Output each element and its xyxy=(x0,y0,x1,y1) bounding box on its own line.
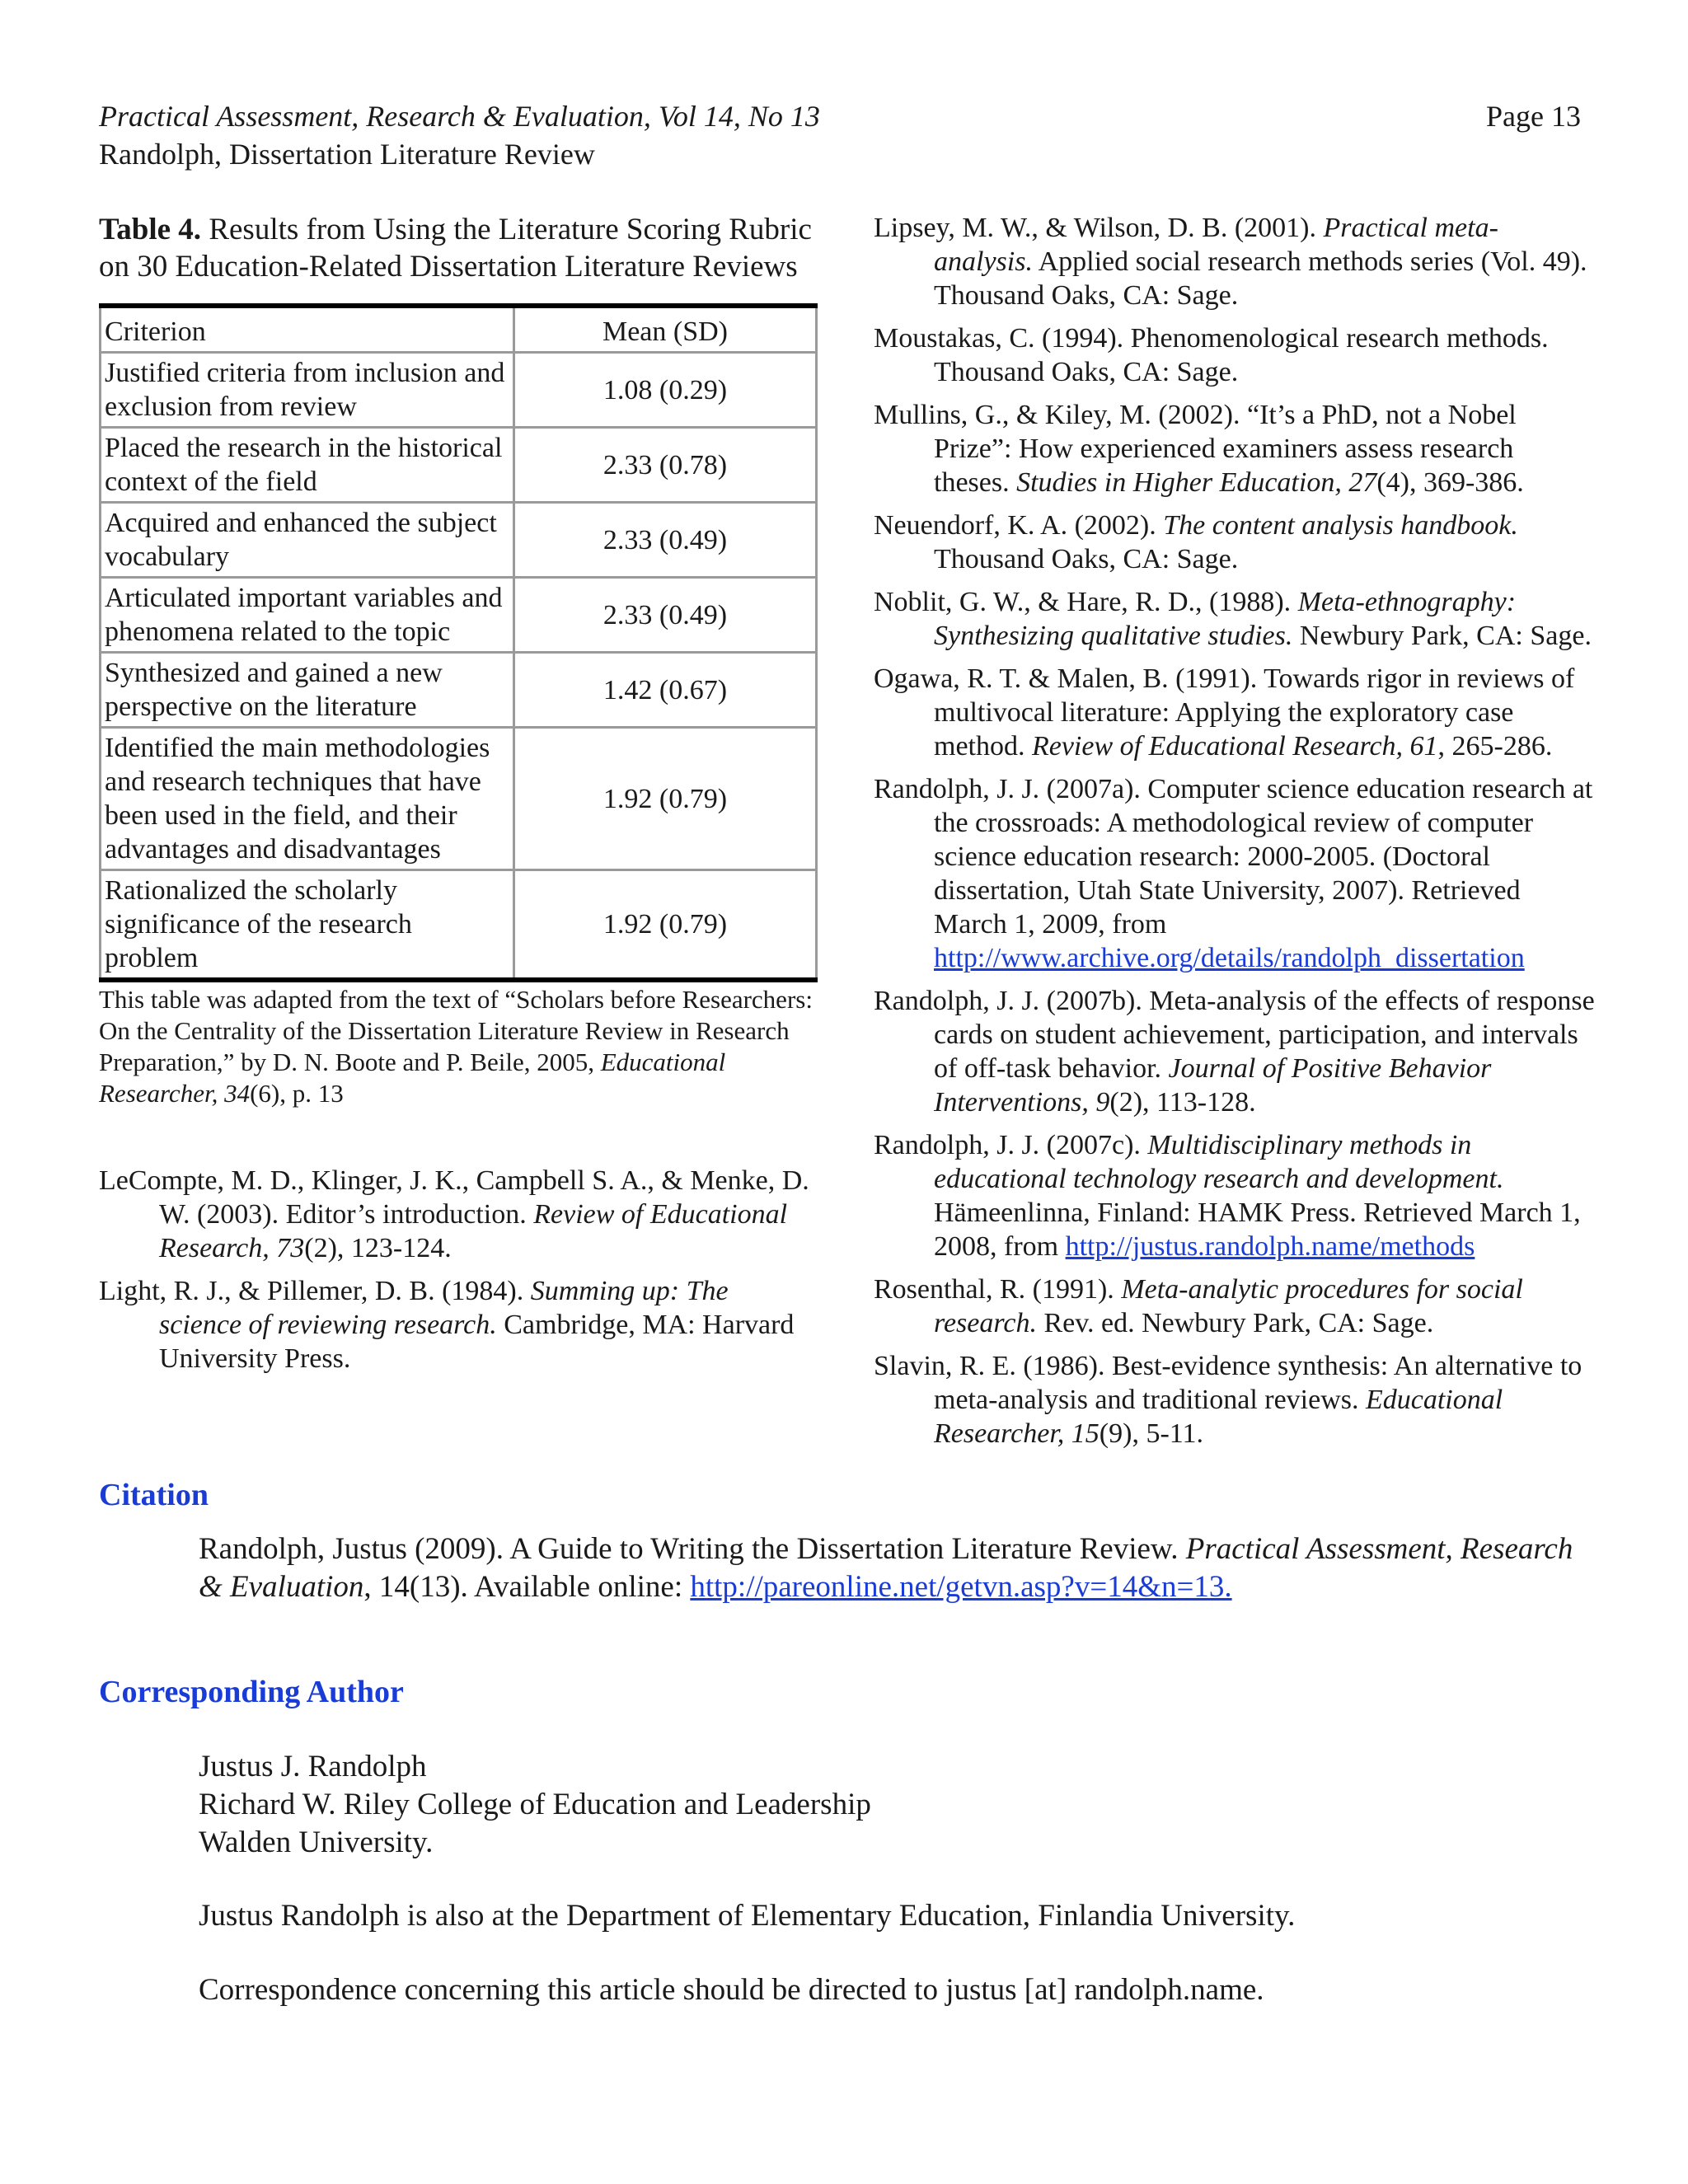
table-caption-text: Results from Using the Literature Scoring Rubric on 30 Education-Related Dissertation Literature Reviews xyxy=(99,213,812,284)
journal-title: Practical Assessment, Research & Evaluation, Vol 14, No 13 xyxy=(99,100,820,133)
ref-italic: Meta-ethnography: Synthesizing qualitative studies. xyxy=(934,587,1517,651)
dissertation-link[interactable]: http://www.archive.org/details/randolph_dissertation xyxy=(934,943,1525,973)
ref-text: Noblit, G. W., & Hare, R. D., (1988). xyxy=(874,587,1298,617)
citation-link[interactable]: http://pareonline.net/getvn.asp?v=14&n=13. xyxy=(690,1570,1232,1604)
ref-italic: Summing up: The science of reviewing research. xyxy=(159,1276,729,1340)
criterion-cell: Justified criteria from inclusion and exclusion from review xyxy=(101,353,514,428)
ref-italic: Journal of Positive Behavior Interventions, 9 xyxy=(934,1053,1492,1118)
mean-sd-cell: 1.08 (0.29) xyxy=(514,353,817,428)
ref-tail: (9), 5-11. xyxy=(1099,1418,1204,1449)
right-reference-list xyxy=(874,211,1595,1460)
left-column xyxy=(99,211,818,1385)
ref-text: Mullins, G., & Kiley, M. (2002). “It’s a PhD, not a Nobel Prize”: How experienced examiners assess research theses. xyxy=(874,400,1517,498)
mean-sd-cell: 2.33 (0.78) xyxy=(514,428,817,503)
ref-tail: Applied social research methods series (Vol. 49). Thousand Oaks, CA: Sage. xyxy=(934,246,1587,311)
reference-entry xyxy=(874,1128,1595,1263)
running-header xyxy=(99,97,820,173)
criterion-cell: Synthesized and gained a new perspective on the literature xyxy=(101,653,514,728)
table-row xyxy=(101,728,817,870)
ref-text: Rosenthal, R. (1991). xyxy=(874,1274,1122,1305)
table-row xyxy=(101,653,817,728)
ref-text: Slavin, R. E. (1986). Best-evidence synthesis: An alternative to meta-analysis and traditional reviews. xyxy=(874,1351,1582,1415)
criterion-cell: Identified the main methodologies and research techniques that have been used in the field, and their advantages and disadvantages xyxy=(101,728,514,870)
citation-text xyxy=(199,1530,1592,1606)
author-university: Walden University. xyxy=(199,1825,434,1859)
criterion-cell: Rationalized the scholarly significance of the research problem xyxy=(101,870,514,981)
reference-entry xyxy=(874,585,1595,653)
author-address xyxy=(199,1748,1592,1862)
ref-italic: Review of Educational Research, 73 xyxy=(159,1199,788,1263)
ref-tail: , 265-286. xyxy=(1437,731,1553,762)
table-row xyxy=(101,870,817,981)
mean-sd-cell: 2.33 (0.49) xyxy=(514,578,817,653)
table-caption xyxy=(99,211,818,285)
ref-tail: (2), 113-128. xyxy=(1109,1087,1256,1118)
mean-sd-cell: 1.92 (0.79) xyxy=(514,870,817,981)
ref-text: Lipsey, M. W., & Wilson, D. B. (2001). xyxy=(874,213,1324,243)
ref-text: Neuendorf, K. A. (2002). xyxy=(874,510,1164,541)
ref-italic: Review of Educational Research, 61 xyxy=(1031,731,1438,762)
ref-tail: Hämeenlinna, Finland: HAMK Press. Retrieved March 1, 2008, from xyxy=(934,1197,1581,1262)
table-header-row xyxy=(101,306,817,353)
ref-tail: Cambridge, MA: Harvard University Press. xyxy=(159,1310,795,1374)
mean-sd-cell: 1.92 (0.79) xyxy=(514,728,817,870)
table-note-text: This table was adapted from the text of “Scholars before Researchers: On the Centrality of the Dissertation Literature Review in Research Preparation,” by D. N. Boote and P. Beile, 2005, xyxy=(99,985,813,1076)
table-row xyxy=(101,503,817,578)
author-name: Justus J. Randolph xyxy=(199,1750,427,1783)
criterion-header: Criterion xyxy=(101,306,514,353)
ref-text: Randolph, J. J. (2007b). Meta-analysis of the effects of response cards on student achievement, participation, and intervals of off-task behavior. xyxy=(874,986,1595,1084)
reference-entry xyxy=(874,662,1595,763)
ref-italic: Meta-analytic procedures for social research. xyxy=(934,1274,1523,1338)
citation-volume: , 14(13). Available online: xyxy=(363,1570,691,1604)
criterion-cell: Placed the research in the historical context of the field xyxy=(101,428,514,503)
reference-entry xyxy=(874,211,1595,312)
table-label: Table 4. xyxy=(99,213,202,246)
ref-text: Randolph, J. J. (2007a). Computer science education research at the crossroads: A methodological review of computer science education research: 2000-2005. (Doctoral dissertation, Utah State University, 2007). Retrieved March 1, 2009, from xyxy=(874,774,1593,940)
citation-heading: Citation xyxy=(99,1478,209,1512)
reference-entry xyxy=(99,1164,818,1265)
mean-sd-cell: 1.42 (0.67) xyxy=(514,653,817,728)
criterion-cell: Articulated important variables and phenomena related to the topic xyxy=(101,578,514,653)
ref-text: Randolph, J. J. (2007c). xyxy=(874,1130,1148,1160)
author-affiliation-note: Justus Randolph is also at the Department of Elementary Education, Finlandia University. xyxy=(199,1899,1296,1933)
running-title: Randolph, Dissertation Literature Review xyxy=(99,138,595,171)
ref-italic: Studies in Higher Education, 27 xyxy=(1016,467,1377,498)
methods-link[interactable]: http://justus.randolph.name/methods xyxy=(1065,1231,1475,1262)
citation-body: Randolph, Justus (2009). A Guide to Writing the Dissertation Literature Review. xyxy=(199,1532,1186,1566)
table-note xyxy=(99,984,818,1109)
reference-entry xyxy=(874,509,1595,576)
ref-text: Ogawa, R. T. & Malen, B. (1991). Towards rigor in reviews of multivocal literature: Applying the exploratory case method. xyxy=(874,663,1575,762)
ref-italic: Educational Researcher, 15 xyxy=(934,1385,1503,1449)
ref-text: Light, R. J., & Pillemer, D. B. (1984). xyxy=(99,1276,531,1306)
correspondence-note: Correspondence concerning this article should be directed to justus [at] randolph.name. xyxy=(199,1973,1264,2007)
page-number: Page 13 xyxy=(1486,100,1581,133)
table-row xyxy=(101,353,817,428)
ref-italic: Practical meta-analysis. xyxy=(934,213,1498,277)
corresponding-author-heading: Corresponding Author xyxy=(99,1675,404,1709)
table-note-journal: Educational Researcher, 34 xyxy=(99,1047,726,1108)
ref-tail: Rev. ed. Newbury Park, CA: Sage. xyxy=(1036,1308,1434,1338)
table-note-tail: (6), p. 13 xyxy=(250,1079,344,1108)
ref-tail: (4), 369-386. xyxy=(1376,467,1524,498)
reference-entry xyxy=(874,321,1595,389)
mean-sd-header: Mean (SD) xyxy=(514,306,817,353)
criterion-cell: Acquired and enhanced the subject vocabulary xyxy=(101,503,514,578)
reference-entry xyxy=(874,772,1595,975)
ref-tail: Newbury Park, CA: Sage. xyxy=(1292,621,1592,651)
ref-text: Moustakas, C. (1994). Phenomenological research methods. Thousand Oaks, CA: Sage. xyxy=(874,323,1549,387)
ref-text: LeCompte, M. D., Klinger, J. K., Campbell S. A., & Menke, D. W. (2003). Editor’s introduction. xyxy=(99,1165,809,1230)
rubric-results-table xyxy=(99,303,818,982)
ref-tail: (2), 123-124. xyxy=(304,1233,452,1263)
reference-entry xyxy=(874,984,1595,1119)
reference-entry xyxy=(874,398,1595,499)
author-college: Richard W. Riley College of Education and Leadership xyxy=(199,1788,871,1821)
table-row xyxy=(101,578,817,653)
ref-tail: Thousand Oaks, CA: Sage. xyxy=(934,544,1239,574)
reference-entry xyxy=(874,1349,1595,1451)
ref-italic: The content analysis handbook. xyxy=(1163,510,1518,541)
left-reference-list xyxy=(99,1164,818,1376)
reference-entry xyxy=(874,1272,1595,1340)
table-row xyxy=(101,428,817,503)
reference-entry xyxy=(99,1274,818,1376)
citation-journal: Practical Assessment, Research & Evaluation xyxy=(199,1532,1573,1604)
mean-sd-cell: 2.33 (0.49) xyxy=(514,503,817,578)
ref-italic: Multidisciplinary methods in educational technology research and development. xyxy=(934,1130,1504,1194)
